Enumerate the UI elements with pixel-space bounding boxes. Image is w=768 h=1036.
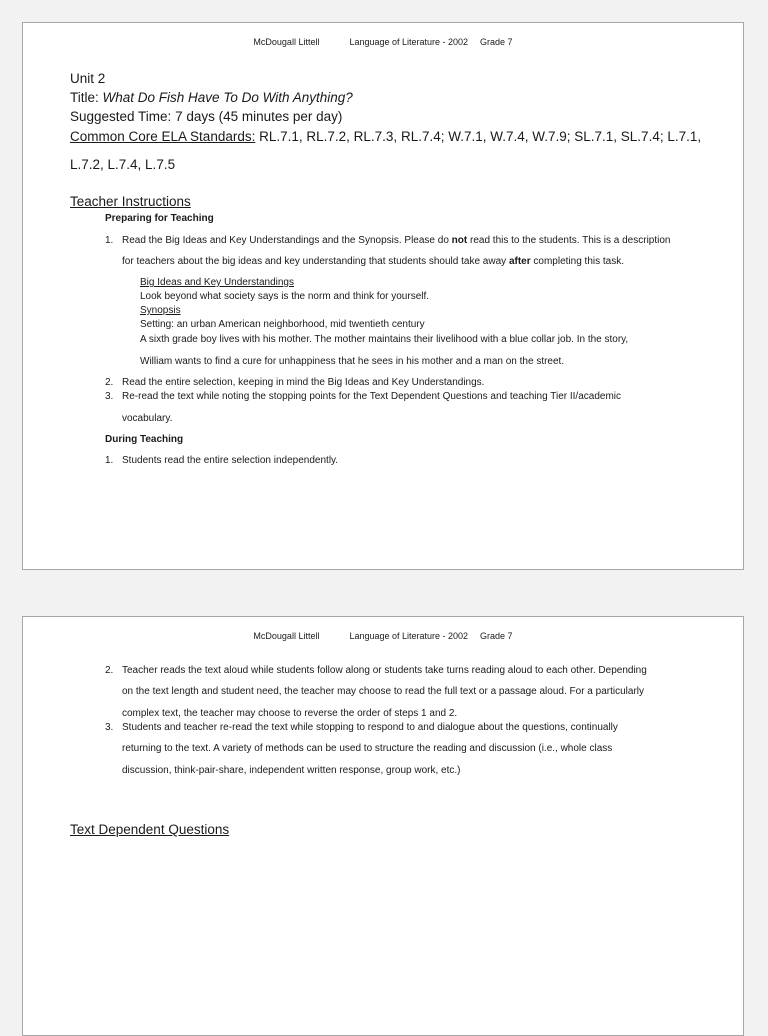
header-book-title: Language of Literature - 2002 <box>349 631 469 641</box>
during-item-3-line2: returning to the text. A variety of methods can be used to structure the reading and discussion (i.e., whole class <box>122 743 613 754</box>
during-item-1-text: Students read the entire selection independently. <box>122 455 339 466</box>
during-item-2-number: 2. <box>105 665 114 676</box>
unit-label: Unit 2 <box>70 71 106 86</box>
header-book-title: Language of Literature - 2002 <box>349 37 469 47</box>
prep-item-3-number: 3. <box>105 391 114 402</box>
suggested-time-label: Suggested Time: <box>70 109 172 124</box>
during-teaching-heading: During Teaching <box>105 434 184 445</box>
teacher-instructions-heading: Teacher Instructions <box>70 194 191 209</box>
page-header <box>23 37 743 47</box>
prep-item-2-number: 2. <box>105 377 114 388</box>
during-item-1-number: 1. <box>105 455 114 466</box>
during-item-2-line1: Teacher reads the text aloud while students follow along or students take turns reading aloud to each other. Depending <box>122 665 647 676</box>
document-page-1 <box>22 22 744 570</box>
suggested-time-value: 7 days (45 minutes per day) <box>175 109 343 124</box>
prep-item-3-line1: Re-read the text while noting the stopping points for the Text Dependent Questions and teaching Tier II/academic <box>122 391 622 402</box>
title-line <box>70 90 353 105</box>
prep-item-1-emphasis: not <box>451 235 468 246</box>
header-publisher: McDougall Littell <box>253 37 320 47</box>
prep-item-1-text-c: for teachers about the big ideas and key understanding that students should take away <box>122 256 509 267</box>
title-label: Title: <box>70 90 99 105</box>
prep-item-1-text-b: read this to the students. This is a description <box>467 235 671 246</box>
prep-item-2-text: Read the entire selection, keeping in mind the Big Ideas and Key Understandings. <box>122 377 485 388</box>
preparing-heading: Preparing for Teaching <box>105 213 214 224</box>
standards-list-line1: RL.7.1, RL.7.2, RL.7.3, RL.7.4; W.7.1, W.7.4, W.7.9; SL.7.1, SL.7.4; L.7.1, <box>259 129 702 144</box>
standards-line <box>70 129 701 144</box>
prep-item-1-emphasis-after: after <box>508 256 531 267</box>
page-header <box>23 631 743 641</box>
prep-item-3-line2: vocabulary. <box>122 413 173 424</box>
title-value: What Do Fish Have To Do With Anything? <box>102 90 353 105</box>
synopsis-line2: William wants to find a cure for unhappiness that he sees in his mother and a man on the street. <box>140 356 565 367</box>
during-item-2-line2: on the text length and student need, the teacher may choose to read the full text or a passage aloud. For a particularly <box>122 686 644 697</box>
prep-item-1-line2 <box>122 256 624 267</box>
synopsis-line1: A sixth grade boy lives with his mother. The mother maintains their livelihood with a blue collar job. In the story, <box>140 334 629 345</box>
prep-item-1-text-a: Read the Big Ideas and Key Understandings and the Synopsis. Please do <box>122 235 452 246</box>
document-page-2 <box>22 616 744 1036</box>
prep-item-1-text-d: completing this task. <box>530 256 624 267</box>
header-grade: Grade 7 <box>480 631 513 641</box>
during-item-3-line3: discussion, think-pair-share, independent written response, group work, etc.) <box>122 765 461 776</box>
header-publisher: McDougall Littell <box>253 631 320 641</box>
big-ideas-text: Look beyond what society says is the norm and think for yourself. <box>140 291 430 302</box>
header-grade: Grade 7 <box>480 37 513 47</box>
standards-label: Common Core ELA Standards: <box>70 129 256 144</box>
prep-item-1-line1 <box>122 235 670 246</box>
big-ideas-heading: Big Ideas and Key Understandings <box>140 277 294 288</box>
standards-list-line2: L.7.2, L.7.4, L.7.5 <box>70 157 176 172</box>
synopsis-heading: Synopsis <box>140 305 181 316</box>
prep-item-1-number: 1. <box>105 235 114 246</box>
suggested-time-line <box>70 109 342 124</box>
during-item-2-line3: complex text, the teacher may choose to reverse the order of steps 1 and 2. <box>122 708 458 719</box>
synopsis-setting: Setting: an urban American neighborhood, mid twentieth century <box>140 319 425 330</box>
during-item-3-line1: Students and teacher re-read the text while stopping to respond to and dialogue about the questions, continually <box>122 722 618 733</box>
during-item-3-number: 3. <box>105 722 114 733</box>
text-dependent-questions-heading: Text Dependent Questions <box>70 822 230 837</box>
